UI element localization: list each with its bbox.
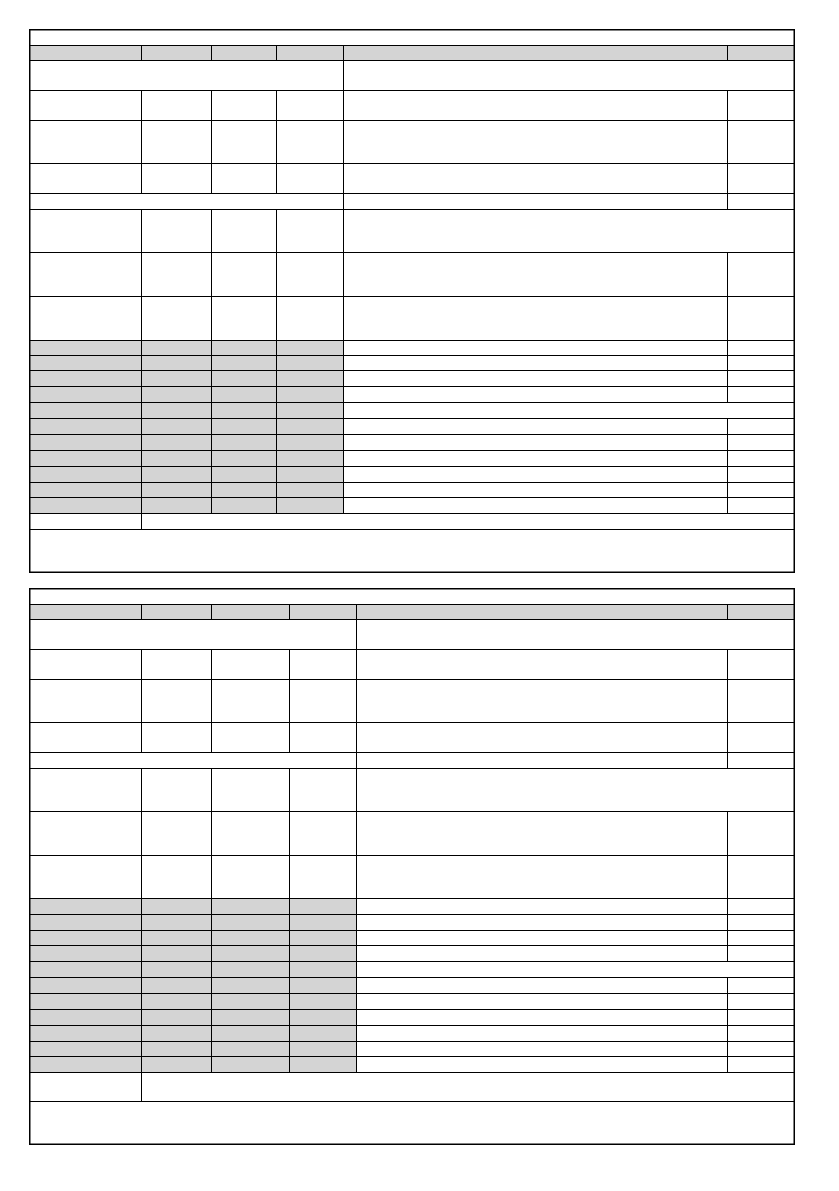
form-2-table bbox=[29, 588, 794, 1144]
form-1-shaded-row-19 bbox=[29, 497, 343, 513]
form-1-shaded-row-16 bbox=[29, 450, 343, 466]
form-2-shaded-row-11 bbox=[29, 930, 356, 945]
form-1-shaded-row-10 bbox=[29, 355, 343, 370]
form-1-shaded-row-13 bbox=[29, 402, 343, 418]
form-2-shaded-row-10 bbox=[29, 914, 356, 930]
form-1-shaded-row-11 bbox=[29, 370, 343, 386]
form-2-shaded-row-19 bbox=[29, 1056, 356, 1072]
form-2-shaded-row-18 bbox=[29, 1041, 356, 1056]
form-1-header-row bbox=[29, 45, 794, 60]
form-1-shaded-row-15 bbox=[29, 434, 343, 450]
form-2-shaded-row-17 bbox=[29, 1025, 356, 1041]
form-2-shaded-row-9 bbox=[29, 898, 356, 914]
form-1-table bbox=[29, 29, 794, 572]
form-1-shaded-row-17 bbox=[29, 466, 343, 482]
form-2-shaded-row-12 bbox=[29, 945, 356, 961]
form-2-shaded-row-15 bbox=[29, 993, 356, 1009]
form-2-shaded-row-14 bbox=[29, 977, 356, 993]
form-1-shaded-row-14 bbox=[29, 418, 343, 434]
form-1-grid bbox=[29, 29, 795, 573]
form-2-grid bbox=[29, 588, 795, 1145]
form-1-shaded-row-12 bbox=[29, 386, 343, 402]
form-2-header-row bbox=[29, 604, 794, 619]
form-2-shaded-row-16 bbox=[29, 1009, 356, 1025]
form-1-shaded-row-9 bbox=[29, 340, 343, 355]
form-1-shaded-row-18 bbox=[29, 482, 343, 497]
form-2-shaded-row-13 bbox=[29, 961, 356, 977]
